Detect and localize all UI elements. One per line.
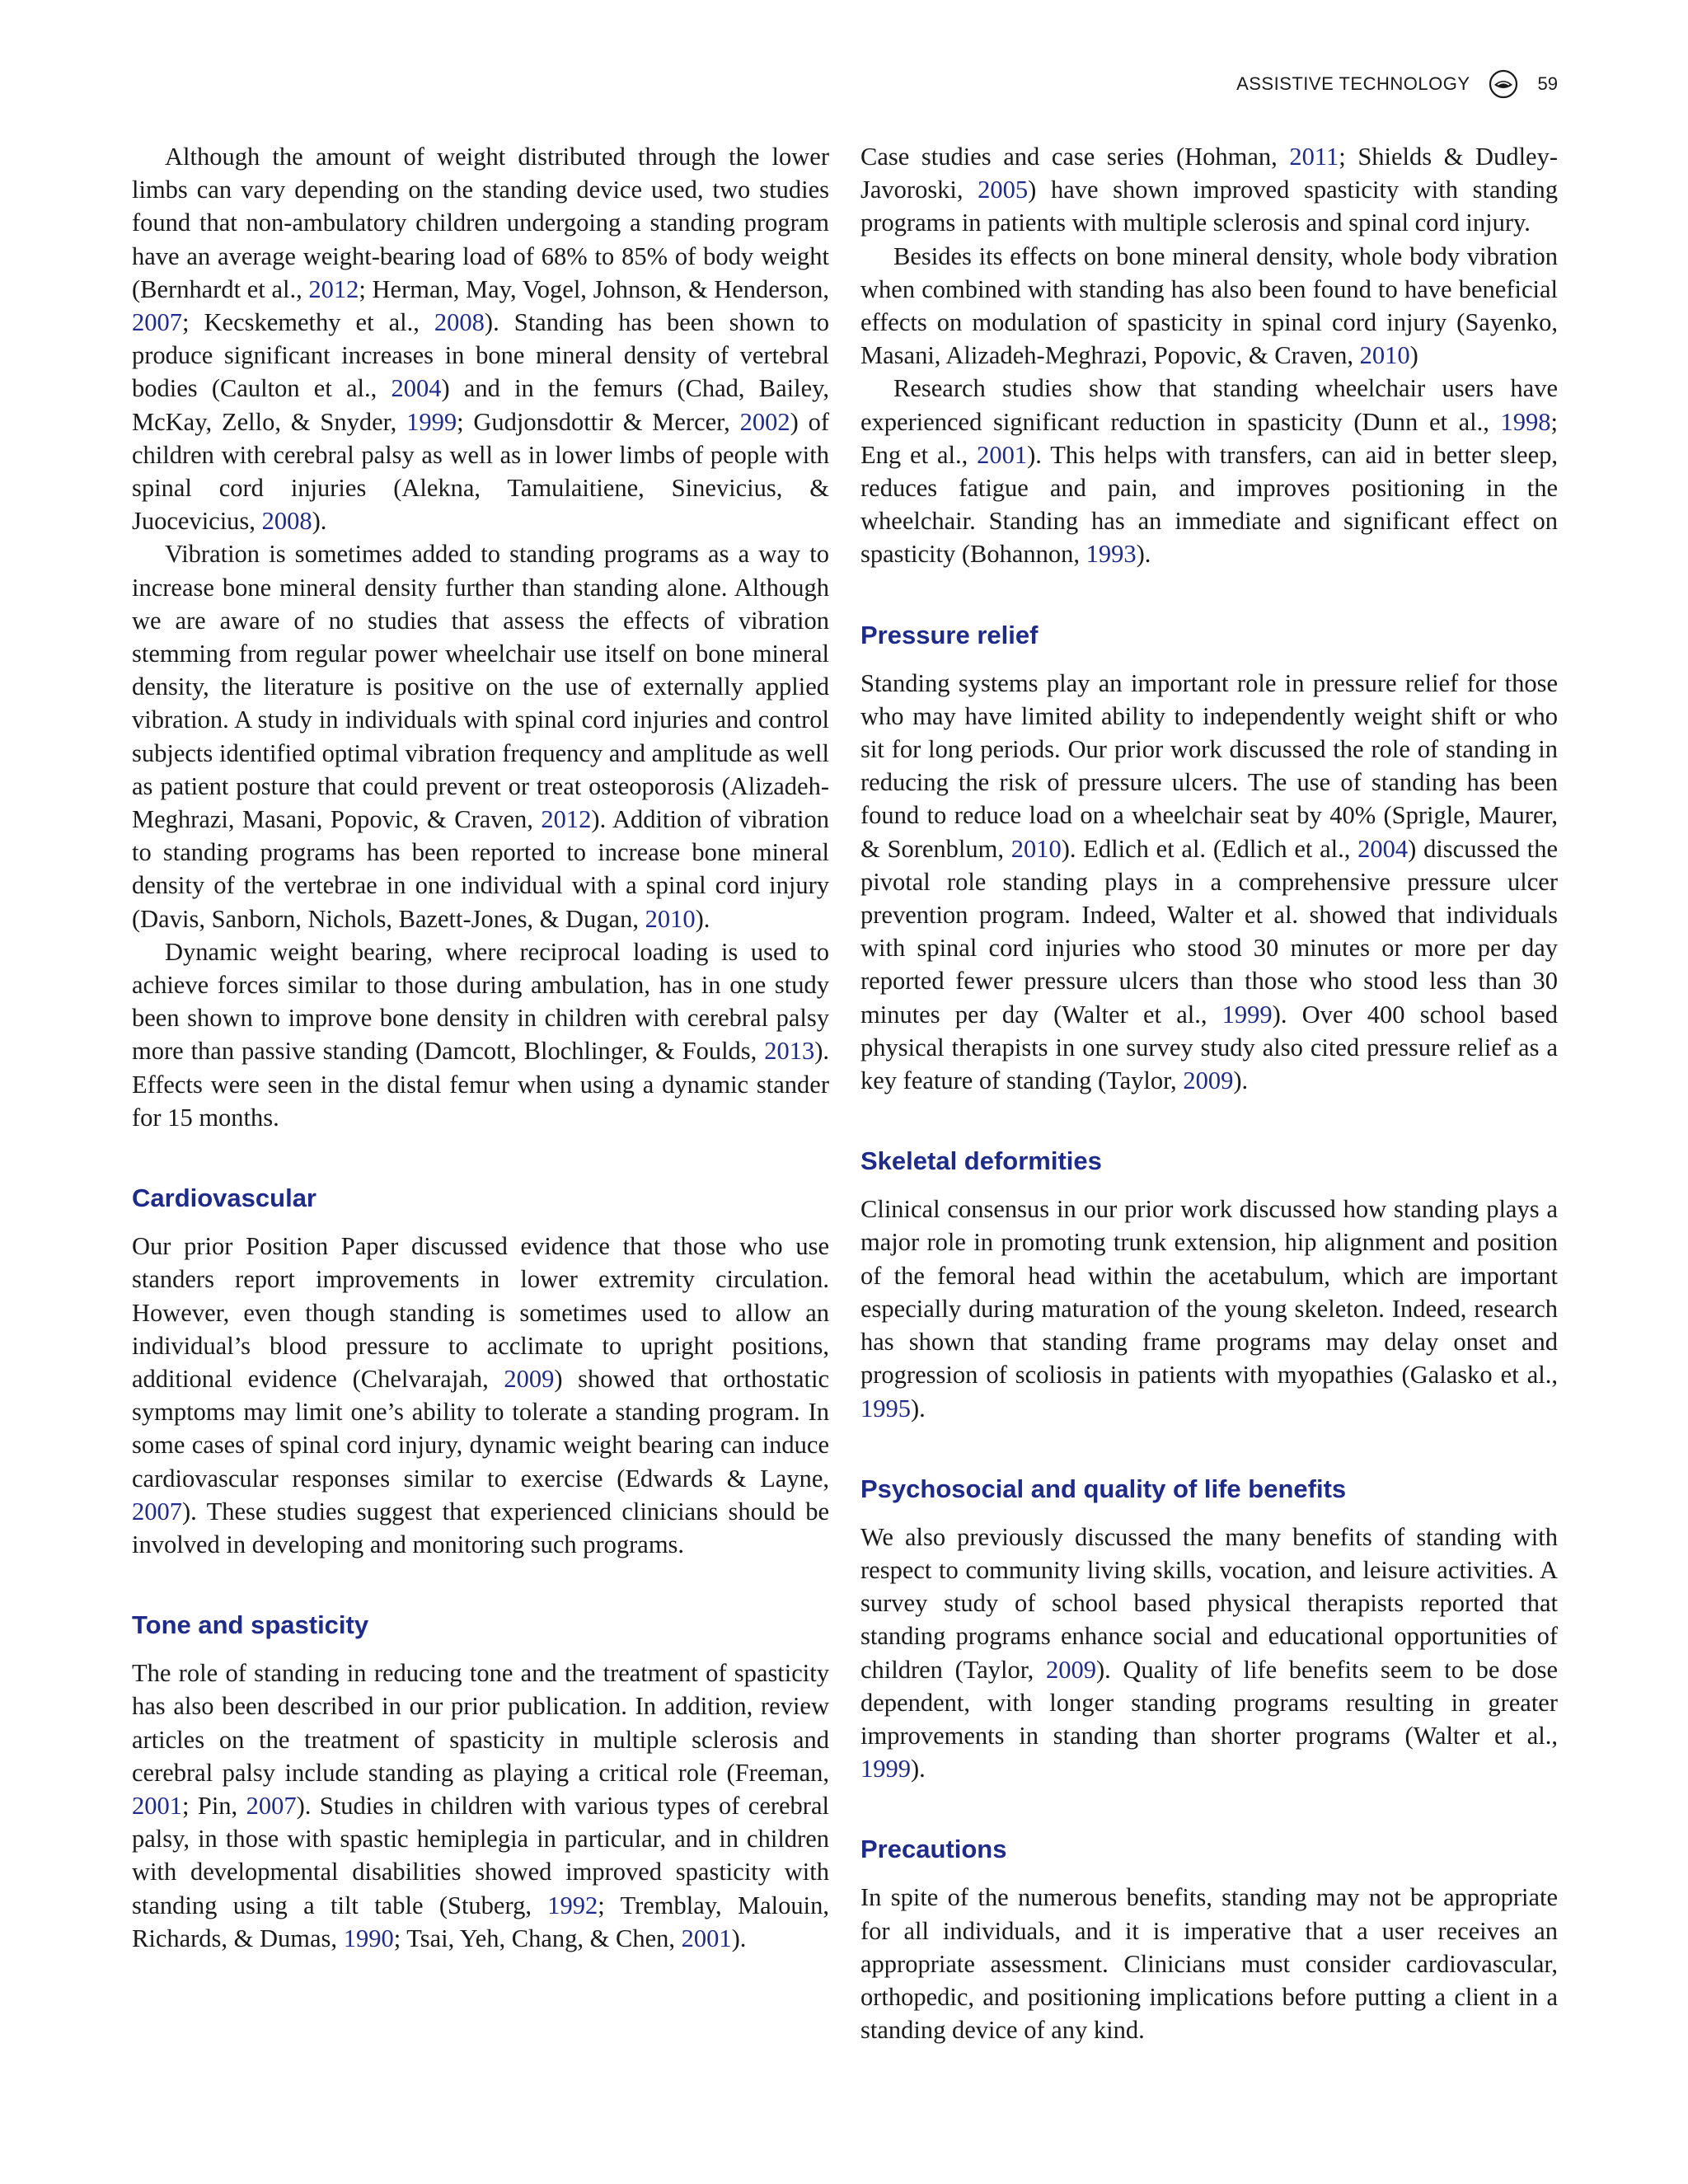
paragraph: Standing systems play an important role in pressure relief for those who may have limited ability to independently weight shift or who sit for long periods. Our prior work discussed the role of standing in reducing the risk of pressure ulcers. The use of standing has been found to reduce load on a wheelchair seat by 40% (Sprigle, Maurer, & Sorenblum, 2010). Edlich et al. (Edlich et al., 2004) discussed the pivotal role standing plays in a comprehensive pressure ulcer prevention program. Indeed, Walter et al. showed that individuals with spinal cord injuries who stood 30 minutes or more per day reported fewer pressure ulcers than those who stood less than 30 minutes per day (Walter et al., 1999). Over 400 school based physical therapists in one survey study also cited pressure relief as a key feature of standing (Taylor, 2009). — [860, 668, 1559, 1095]
citation-link[interactable]: 2010 — [645, 904, 696, 933]
citation-link[interactable]: 1999 — [1221, 1000, 1273, 1029]
citation-link[interactable]: 2004 — [1357, 834, 1409, 863]
citation-link[interactable]: 1998 — [1500, 407, 1551, 436]
citation-link[interactable]: 2008 — [434, 308, 485, 337]
paragraph: Case studies and case series (Hohman, 2011; Shields & Dudley-Javoroski, 2005) have shown improved spasticity with standing programs in patients with multiple sclerosis and spinal cord injury. — [860, 143, 1558, 237]
citation-link[interactable]: 2010 — [1359, 341, 1410, 370]
paragraph: Besides its effects on bone mineral density, whole body vibration when combined with standing has also been found to have beneficial effects on modulation of spasticity in spinal cord injury (Sayenko, Masani, Alizadeh-Meghrazi, Popovic, & Craven, 2010) — [860, 241, 1558, 370]
citation-link[interactable]: 1999 — [860, 1755, 911, 1783]
citation-link[interactable]: 2012 — [308, 274, 359, 303]
citation-link[interactable]: 2012 — [541, 805, 592, 834]
paragraph: Dynamic weight bearing, where reciprocal loading is used to achieve forces similar to those during ambulation, has in one study been shown to improve bone density in children with cerebral palsy more than passive standing (Damcott, Blochlinger, & Foulds, 2013). Effects were seen in the distal femur when using a dynamic stander for 15 months. — [132, 937, 829, 1132]
section-heading-tone-spasticity: Tone and spasticity — [132, 1610, 369, 1640]
citation-link[interactable]: 2002 — [739, 407, 790, 436]
citation-link[interactable]: 2007 — [246, 1791, 297, 1820]
running-header — [0, 69, 1558, 99]
left-column — [132, 140, 829, 1955]
journal-name: ASSISTIVE TECHNOLOGY — [1236, 73, 1470, 94]
paragraph: In spite of the numerous benefits, standing may not be appropriate for all individuals, and it is imperative that a user receives an appropriate assessment. Clinicians must consider cardiovascular, orthopedic, and positioning implications before putting a client in a standing device of any kind. — [860, 1883, 1558, 2045]
section-heading-pressure-relief: Pressure relief — [860, 620, 1039, 649]
citation-link[interactable]: 2009 — [1045, 1655, 1096, 1684]
citation-link[interactable]: 2001 — [977, 440, 1028, 469]
citation-link[interactable]: 2005 — [978, 176, 1029, 204]
citation-link[interactable]: 2007 — [132, 308, 182, 337]
section-heading-skeletal-deformities: Skeletal deformities — [860, 1146, 1102, 1176]
citation-link[interactable]: 2007 — [132, 1497, 182, 1526]
citation-link[interactable]: 2013 — [764, 1037, 815, 1066]
paragraph: Clinical consensus in our prior work discussed how standing plays a major role in promoting trunk extension, hip alignment and position of the femoral head within the acetabulum, which are important especially during maturation of the young skeleton. Indeed, research has shown that standing frame programs may delay onset and progression of scoliosis in patients with myopathies (Galasko et al., 1995). — [860, 1195, 1558, 1422]
section-heading-cardiovascular: Cardiovascular — [132, 1183, 316, 1213]
right-column — [860, 140, 1558, 2046]
section-heading-precautions: Precautions — [860, 1835, 1007, 1864]
paragraph: Our prior Position Paper discussed evidence that those who use standers report improvements in lower extremity circulation. However, even though standing is sometimes used to allow an individual’s blood pressure to acclimate to upright positions, additional evidence (Chelvarajah, 2009) showed that orthostatic symptoms may limit one’s ability to tolerate a standing program. In some cases of spinal cord injury, dynamic weight bearing can induce cardiovascular responses similar to exercise (Edwards & Layne, 2007). These studies suggest that experienced clinicians should be involved in developing and monitoring such programs. — [132, 1232, 829, 1558]
citation-link[interactable]: 2008 — [261, 507, 312, 536]
citation-link[interactable]: 1999 — [406, 407, 457, 436]
paragraph: The role of standing in reducing tone and the treatment of spasticity has also been described in our prior publication. In addition, review articles on the treatment of spasticity in multiple sclerosis and cerebral palsy include standing as playing a critical role (Freeman, 2001; Pin, 2007). Studies in children with various types of cerebral palsy, in those with spastic hemiplegia in particular, and in children with developmental disabilities showed improved spasticity with standing using a tilt table (Stuberg, 1992; Tremblay, Malouin, Richards, & Dumas, 1990; Tsai, Yeh, Chang, & Chen, 2001). — [132, 1659, 829, 1952]
paragraph: We also previously discussed the many benefits of standing with respect to community living skills, vocation, and leisure activities. A survey study of school based physical therapists reported that standing programs enhance social and educational opportunities of children (Taylor, 2009). Quality of life benefits seem to be dose dependent, with longer standing programs resulting in greater improvements in standing than shorter programs (Walter et al., 1999). — [860, 1522, 1558, 1783]
citation-link[interactable]: 1993 — [1085, 540, 1137, 569]
citation-link[interactable]: 2001 — [681, 1924, 732, 1952]
page-number: 59 — [1537, 73, 1558, 94]
citation-link[interactable]: 2011 — [1289, 143, 1339, 171]
paragraph: Vibration is sometimes added to standing programs as a way to increase bone mineral density further than standing alone. Although we are aware of no studies that assess the effects of vibration stemming from regular power wheelchair use itself on bone mineral density, the literature is positive on the use of externally applied vibration. A study in individuals with spinal cord injuries and control subjects identified optimal vibration frequency and amplitude as well as patient posture that could prevent or treat osteoporosis (Alizadeh-Meghrazi, Masani, Popovic, & Craven, 2012). Addition of vibration to standing programs has been reported to increase bone mineral density of the vertebrae in one individual with a spinal cord injury (Davis, Sanborn, Nichols, Bazett-Jones, & Dugan, 2010). — [132, 540, 829, 933]
citation-link[interactable]: 2010 — [1010, 834, 1062, 863]
citation-link[interactable]: 2009 — [504, 1364, 555, 1393]
paragraph: Although the amount of weight distributed through the lower limbs can vary depending on the standing device used, two studies found that non-ambulatory children undergoing a standing program have an average weight-bearing load of 68% to 85% of body weight (Bernhardt et al., 2012; Herman, May, Vogel, Johnson, & Henderson, 2007; Kecskemethy et al., 2008). Standing has been shown to produce significant increases in bone mineral density of vertebral bodies (Caulton et al., 2004) and in the femurs (Chad, Bailey, McKay, Zello, & Snyder, 1999; Gudjonsdottir & Mercer, 2002) of children with cerebral palsy as well as in lower limbs of people with spinal cord injuries (Alekna, Tamulaitiene, Sinevicius, & Juocevicius, 2008). — [132, 143, 830, 536]
citation-link[interactable]: 2009 — [1183, 1066, 1234, 1095]
citation-link[interactable]: 1995 — [860, 1394, 911, 1422]
section-heading-psychosocial: Psychosocial and quality of life benefits — [860, 1474, 1347, 1503]
citation-link[interactable]: 1992 — [547, 1891, 598, 1919]
citation-link[interactable]: 1990 — [343, 1924, 394, 1952]
citation-link[interactable]: 2004 — [391, 374, 442, 403]
citation-link[interactable]: 2001 — [132, 1791, 182, 1820]
journal-logo-icon — [1489, 69, 1518, 99]
paragraph: Research studies show that standing wheelchair users have experienced significant reduction in spasticity (Dunn et al., 1998; Eng et al., 2001). This helps with transfers, can aid in better sleep, reduces fatigue and pain, and improves positioning in the wheelchair. Standing has an immediate and significant effect on spasticity (Bohannon, 1993). — [860, 374, 1558, 569]
